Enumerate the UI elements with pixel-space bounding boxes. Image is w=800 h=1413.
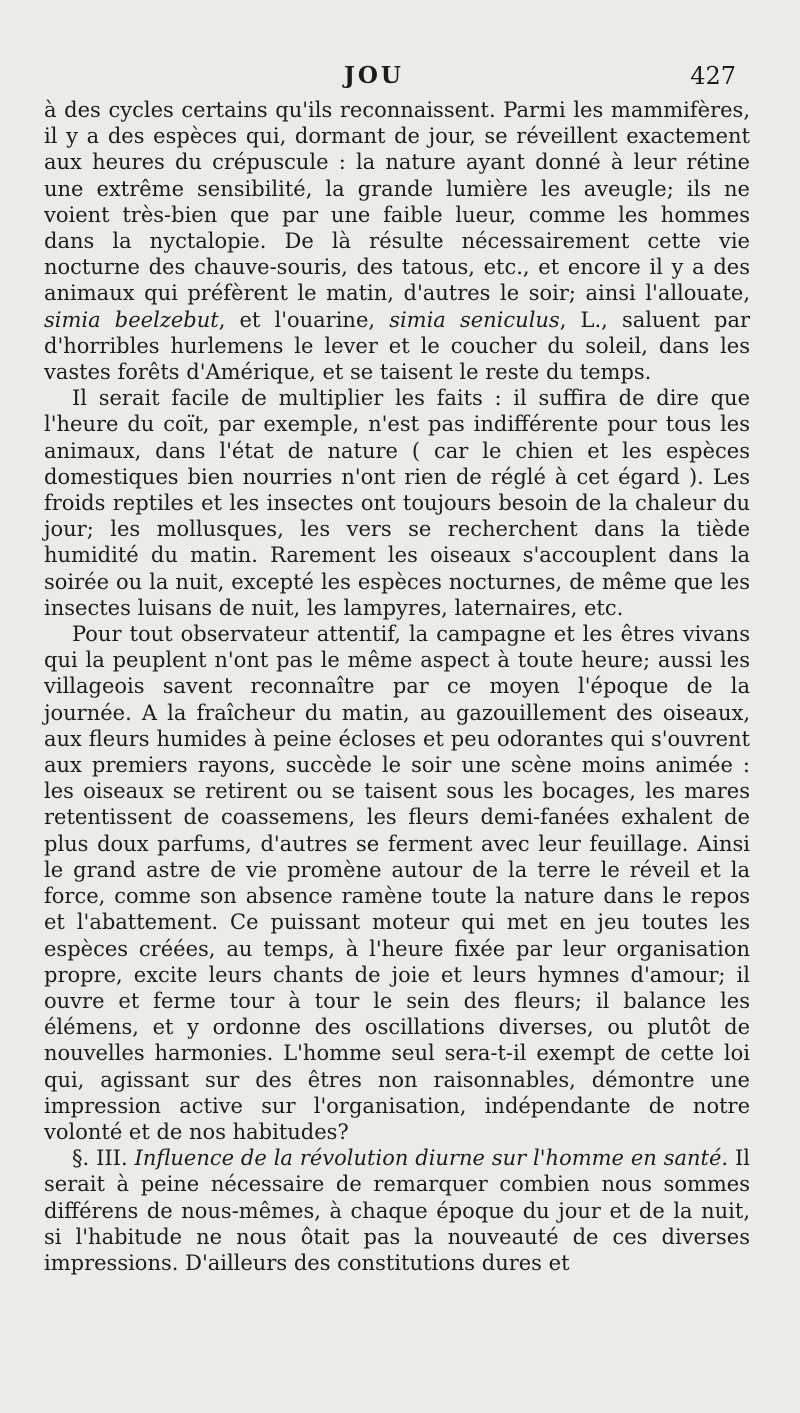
page-number: 427 bbox=[690, 62, 736, 90]
section-paragraph-text: Il serait à peine nécessaire de remarquer combien nous sommes différens de nous-mêmes, à chaque époque du jour et de la nuit, si l'habitude ne nous ôtait pas la nouveauté de ces diverses impressions. D'ailleurs des constitutions dures et bbox=[44, 1146, 750, 1275]
running-head: JOU bbox=[344, 62, 404, 89]
body-text bbox=[44, 97, 750, 1276]
species-name-1: simia beelzebut bbox=[44, 307, 219, 332]
section-paragraph bbox=[44, 1145, 750, 1276]
paragraph-1 bbox=[44, 97, 750, 385]
paragraph-1-mid: , et l'ouarine, bbox=[218, 307, 376, 332]
paragraph-1-end: , L., saluent par d'horribles hurlemens le lever et le coucher du soleil, dans les vastes forêts d'Amérique, et se taisent le reste du temps. bbox=[44, 307, 751, 385]
section-mark: §. III. bbox=[72, 1146, 128, 1171]
paragraph-3: Pour tout observateur attentif, la campagne et les êtres vivans qui la peuplent n'ont pas le même aspect à toute heure; aussi les villageois savent reconnaître par ce moyen l'époque de la journée. A la fraîcheur du matin, au gazouillement des oiseaux, aux fleurs humides à peine écloses et peu odorantes qui s'ouvrent aux premiers rayons, succède le soir une scène moins animée : les oiseaux se retirent ou se taisent sous les bocages, les mares retentissent de coassemens, les fleurs demi-fanées exhalent de plus doux parfums, d'autres se ferment avec leur feuillage. Ainsi le grand astre de vie promène autour de la terre le réveil et la force, comme son absence ramène toute la nature dans le repos et l'abattement. Ce puissant moteur qui met en jeu toutes les espèces créées, au temps, à l'heure fixée par leur organisation propre, excite leurs chants de joie et leurs hymnes d'amour; il ouvre et ferme tour à tour le sein des fleurs; il balance les élémens, et y ordonne des oscillations diverses, ou plutôt de nouvelles harmonies. L'homme seul sera-t-il exempt de cette loi qui, agissant sur des êtres non raisonnables, démontre une impression active sur l'organisation, indépendante de notre volonté et de nos habitudes? bbox=[44, 622, 750, 1144]
page-header bbox=[44, 62, 744, 102]
paragraph-1-start: à des cycles certains qu'ils reconnaissent. Parmi les mammifères, il y a des espèces qui, dormant de jour, se réveillent exactement aux heures du crépuscule : la nature ayant donné à leur rétine une extrême sensibilité, la grande lumière les aveugle; ils ne voient très-bien que par une faible lueur, comme les hommes dans la nyctalopie. De là résulte nécessairement cette vie nocturne des chauve-souris, des tatous, etc., et encore il y a des animaux qui préfèrent le matin, d'autres le soir; ainsi l'allouate, bbox=[44, 98, 750, 306]
species-name-2: simia seniculus bbox=[389, 307, 560, 332]
section-title: Influence de la révolution diurne sur l'homme en santé. bbox=[134, 1146, 729, 1171]
paragraph-2: Il serait facile de multiplier les faits : il suffira de dire que l'heure du coït, par exemple, n'est pas indifférente pour tous les animaux, dans l'état de nature ( car le chien et les espèces domestiques bien nourries n'ont rien de réglé à cet égard ). Les froids reptiles et les insectes ont toujours besoin de la chaleur du jour; les mollusques, les vers se recherchent dans la tiède humidité du matin. Rarement les oiseaux s'accouplent dans la soirée ou la nuit, excepté les espèces nocturnes, de même que les insectes luisans de nuit, les lampyres, laternaires, etc. bbox=[44, 386, 750, 620]
